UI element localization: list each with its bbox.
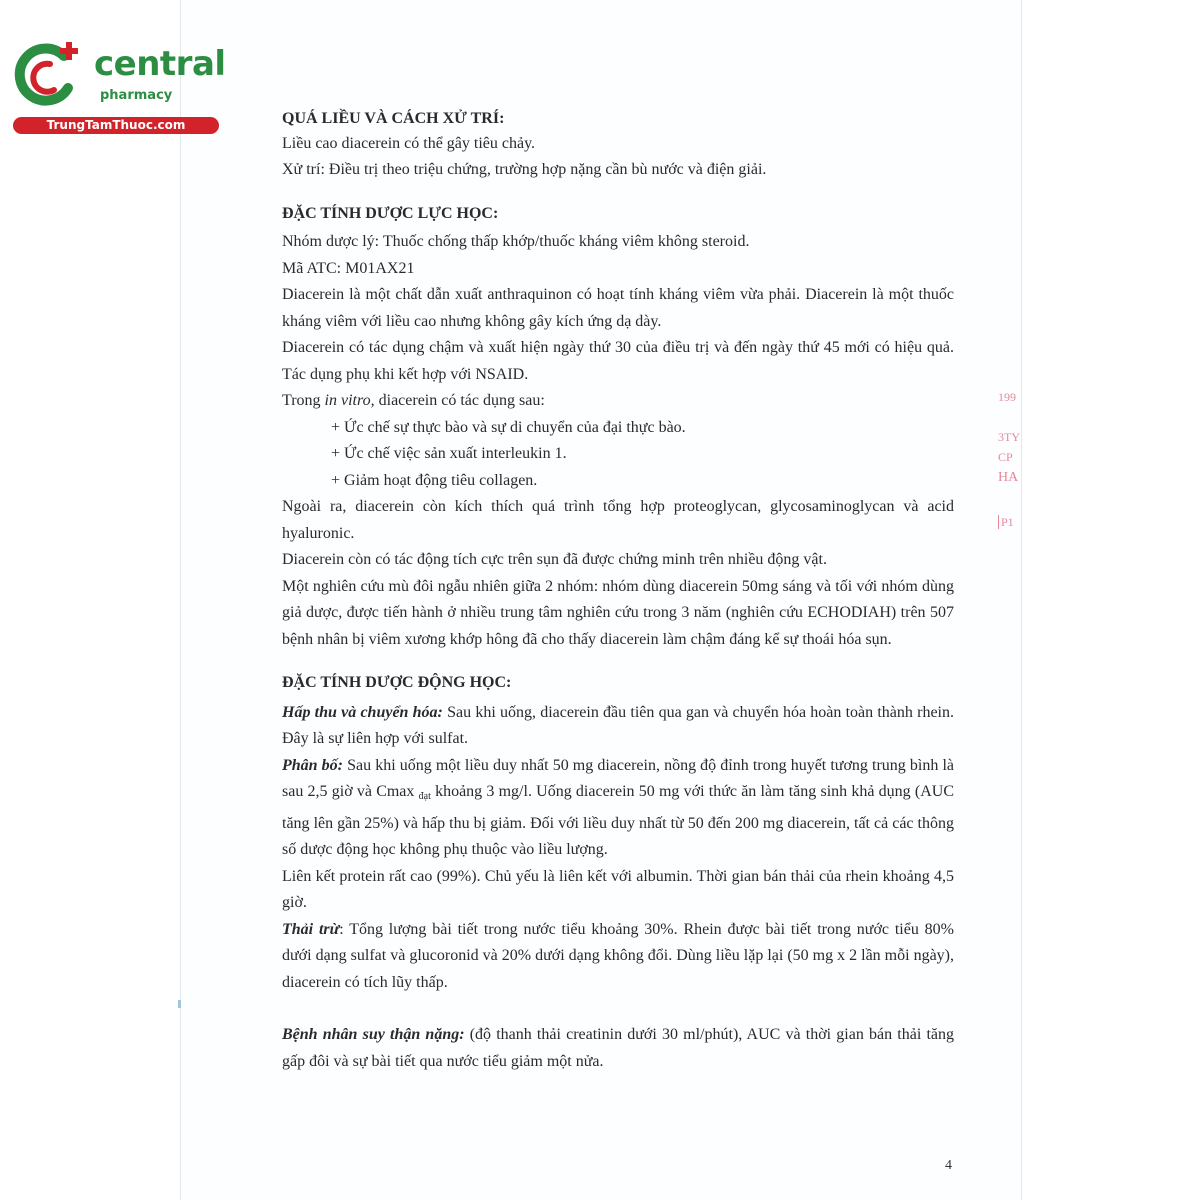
- absorption-paragraph: [282, 700, 954, 753]
- text: khoảng 3 mg/l. Uống diacerein 50 mg với thức ăn làm tăng sinh khả dụng (AUC tăng lên gần 25%) và hấp thu bị giảm. Đối với liều duy nhất từ 50 đến 200 mg diacerein, tất cả các thông số dược động học không phụ thuộc vào liều lượng.: [282, 783, 954, 858]
- pharmacologic-group: Nhóm dược lý: Thuốc chống thấp khớp/thuốc kháng viêm không steroid.: [282, 233, 750, 250]
- elimination-paragraph: [282, 917, 954, 997]
- distribution-paragraph: [282, 753, 954, 864]
- paragraph: Diacerein có tác dụng chậm và xuất hiện ngày thứ 30 của điều trị và đến ngày thứ 45 mới có hiệu quả. Tác dụng phụ khi kết hợp với NSAID.: [282, 339, 954, 383]
- logo-brand: central: [94, 44, 226, 84]
- text: diacerein có tác dụng sau:: [374, 392, 545, 409]
- pharmacy-logo: [10, 36, 226, 136]
- stamp-fragment: P1: [998, 515, 1014, 529]
- paragraph: Diacerein là một chất dẫn xuất anthraquinon có hoạt tính kháng viêm vừa phải. Diacerein là một thuốc kháng viêm với liều cao nhưng không gây kích ứng dạ dày.: [282, 286, 954, 330]
- paragraph: Ngoài ra, diacerein còn kích thích quá trình tổng hợp proteoglycan, glycosaminoglycan và acid hyaluronic.: [282, 498, 954, 542]
- text: (độ thanh thải creatinin dưới 30 ml/phút), AUC và thời gian bán thải tăng gấp đôi và sự bài tiết qua nước tiểu giảm một nửa.: [282, 1026, 955, 1070]
- effect-item: + Giảm hoạt động tiêu collagen.: [331, 471, 538, 489]
- stamp-fragment: HA: [998, 470, 1019, 485]
- in-vitro-intro: [282, 388, 954, 415]
- section-title-pharmacokinetics: ĐẶC TÍNH DƯỢC ĐỘNG HỌC:: [282, 674, 512, 691]
- stamp-fragment: 3TY: [998, 430, 1020, 444]
- logo-mark-icon: [10, 36, 90, 116]
- cmax-subscript: đạt: [418, 791, 431, 802]
- paragraph: Diacerein còn có tác động tích cực trên sụn đã được chứng minh trên nhiều động vật.: [282, 551, 827, 568]
- text: Trong: [282, 392, 325, 409]
- section-title-pharmacodynamics: ĐẶC TÍNH DƯỢC LỰC HỌC:: [282, 204, 499, 222]
- absorption-label: Hấp thu và chuyển hóa:: [282, 703, 443, 721]
- paragraph: Một nghiên cứu mù đôi ngẫu nhiên giữa 2 nhóm: nhóm dùng diacerein 50mg sáng và tối với nhóm dùng giả dược, được tiến hành ở nhiều trung tâm nghiên cứu trong 3 năm (nghiên cứu ECHODIAH) trên 507 bệnh nhân bị viêm xương khớp hông đã cho thấy diacerein làm chậm đáng kể sự thoái hóa sụn.: [282, 577, 954, 648]
- elimination-label: Thải trừ: [282, 920, 340, 938]
- protein-binding-paragraph: Liên kết protein rất cao (99%). Chủ yếu là liên kết với albumin. Thời gian bán thải của rhein khoảng 4,5 giờ.: [282, 867, 954, 911]
- logo-subtitle: pharmacy: [100, 88, 173, 103]
- stamp-fragment: CP: [998, 450, 1013, 464]
- overdose-line: Xử trí: Điều trị theo triệu chứng, trường hợp nặng cần bù nước và điện giải.: [282, 161, 767, 178]
- atc-code: Mã ATC: M01AX21: [282, 259, 415, 277]
- text: Sau khi uống một liều duy nhất 50 mg diacerein, nồng độ đỉnh trong huyết tương trung bình là sau 2,5 giờ và Cmax: [282, 756, 954, 800]
- in-vitro-term: in vitro,: [324, 392, 375, 409]
- text: Sau khi uống, diacerein đầu tiên qua gan và chuyển hóa hoàn toàn thành rhein. Đây là sự liên hợp với sulfat.: [282, 703, 955, 747]
- renal-label: Bệnh nhân suy thận nặng:: [282, 1026, 465, 1043]
- overdose-line: Liều cao diacerein có thể gây tiêu chảy.: [282, 134, 536, 152]
- logo-website: TrungTamThuoc.com: [13, 117, 219, 134]
- section-title-overdose: QUÁ LIỀU VÀ CÁCH XỬ TRÍ:: [282, 110, 505, 127]
- distribution-label: Phân bố:: [282, 756, 343, 774]
- renal-paragraph: [282, 1022, 954, 1075]
- page-number: 4: [945, 1158, 952, 1173]
- effect-item: + Ức chế sự thực bào và sự di chuyển của đại thực bào.: [331, 418, 686, 436]
- scan-mark: [178, 1000, 181, 1008]
- effect-item: + Ức chế việc sản xuất interleukin 1.: [331, 445, 567, 462]
- text: : Tổng lượng bài tiết trong nước tiểu khoảng 30%. Rhein được bài tiết trong nước tiểu 80% dưới dạng sulfat và glucoronid và 20% dưới dạng không đổi. Dùng liều lặp lại (50 mg x 2 lần mỗi ngày), diacerein có tích lũy thấp.: [282, 920, 955, 991]
- stamp-fragment: 199: [998, 390, 1016, 404]
- document-body: [282, 106, 954, 1075]
